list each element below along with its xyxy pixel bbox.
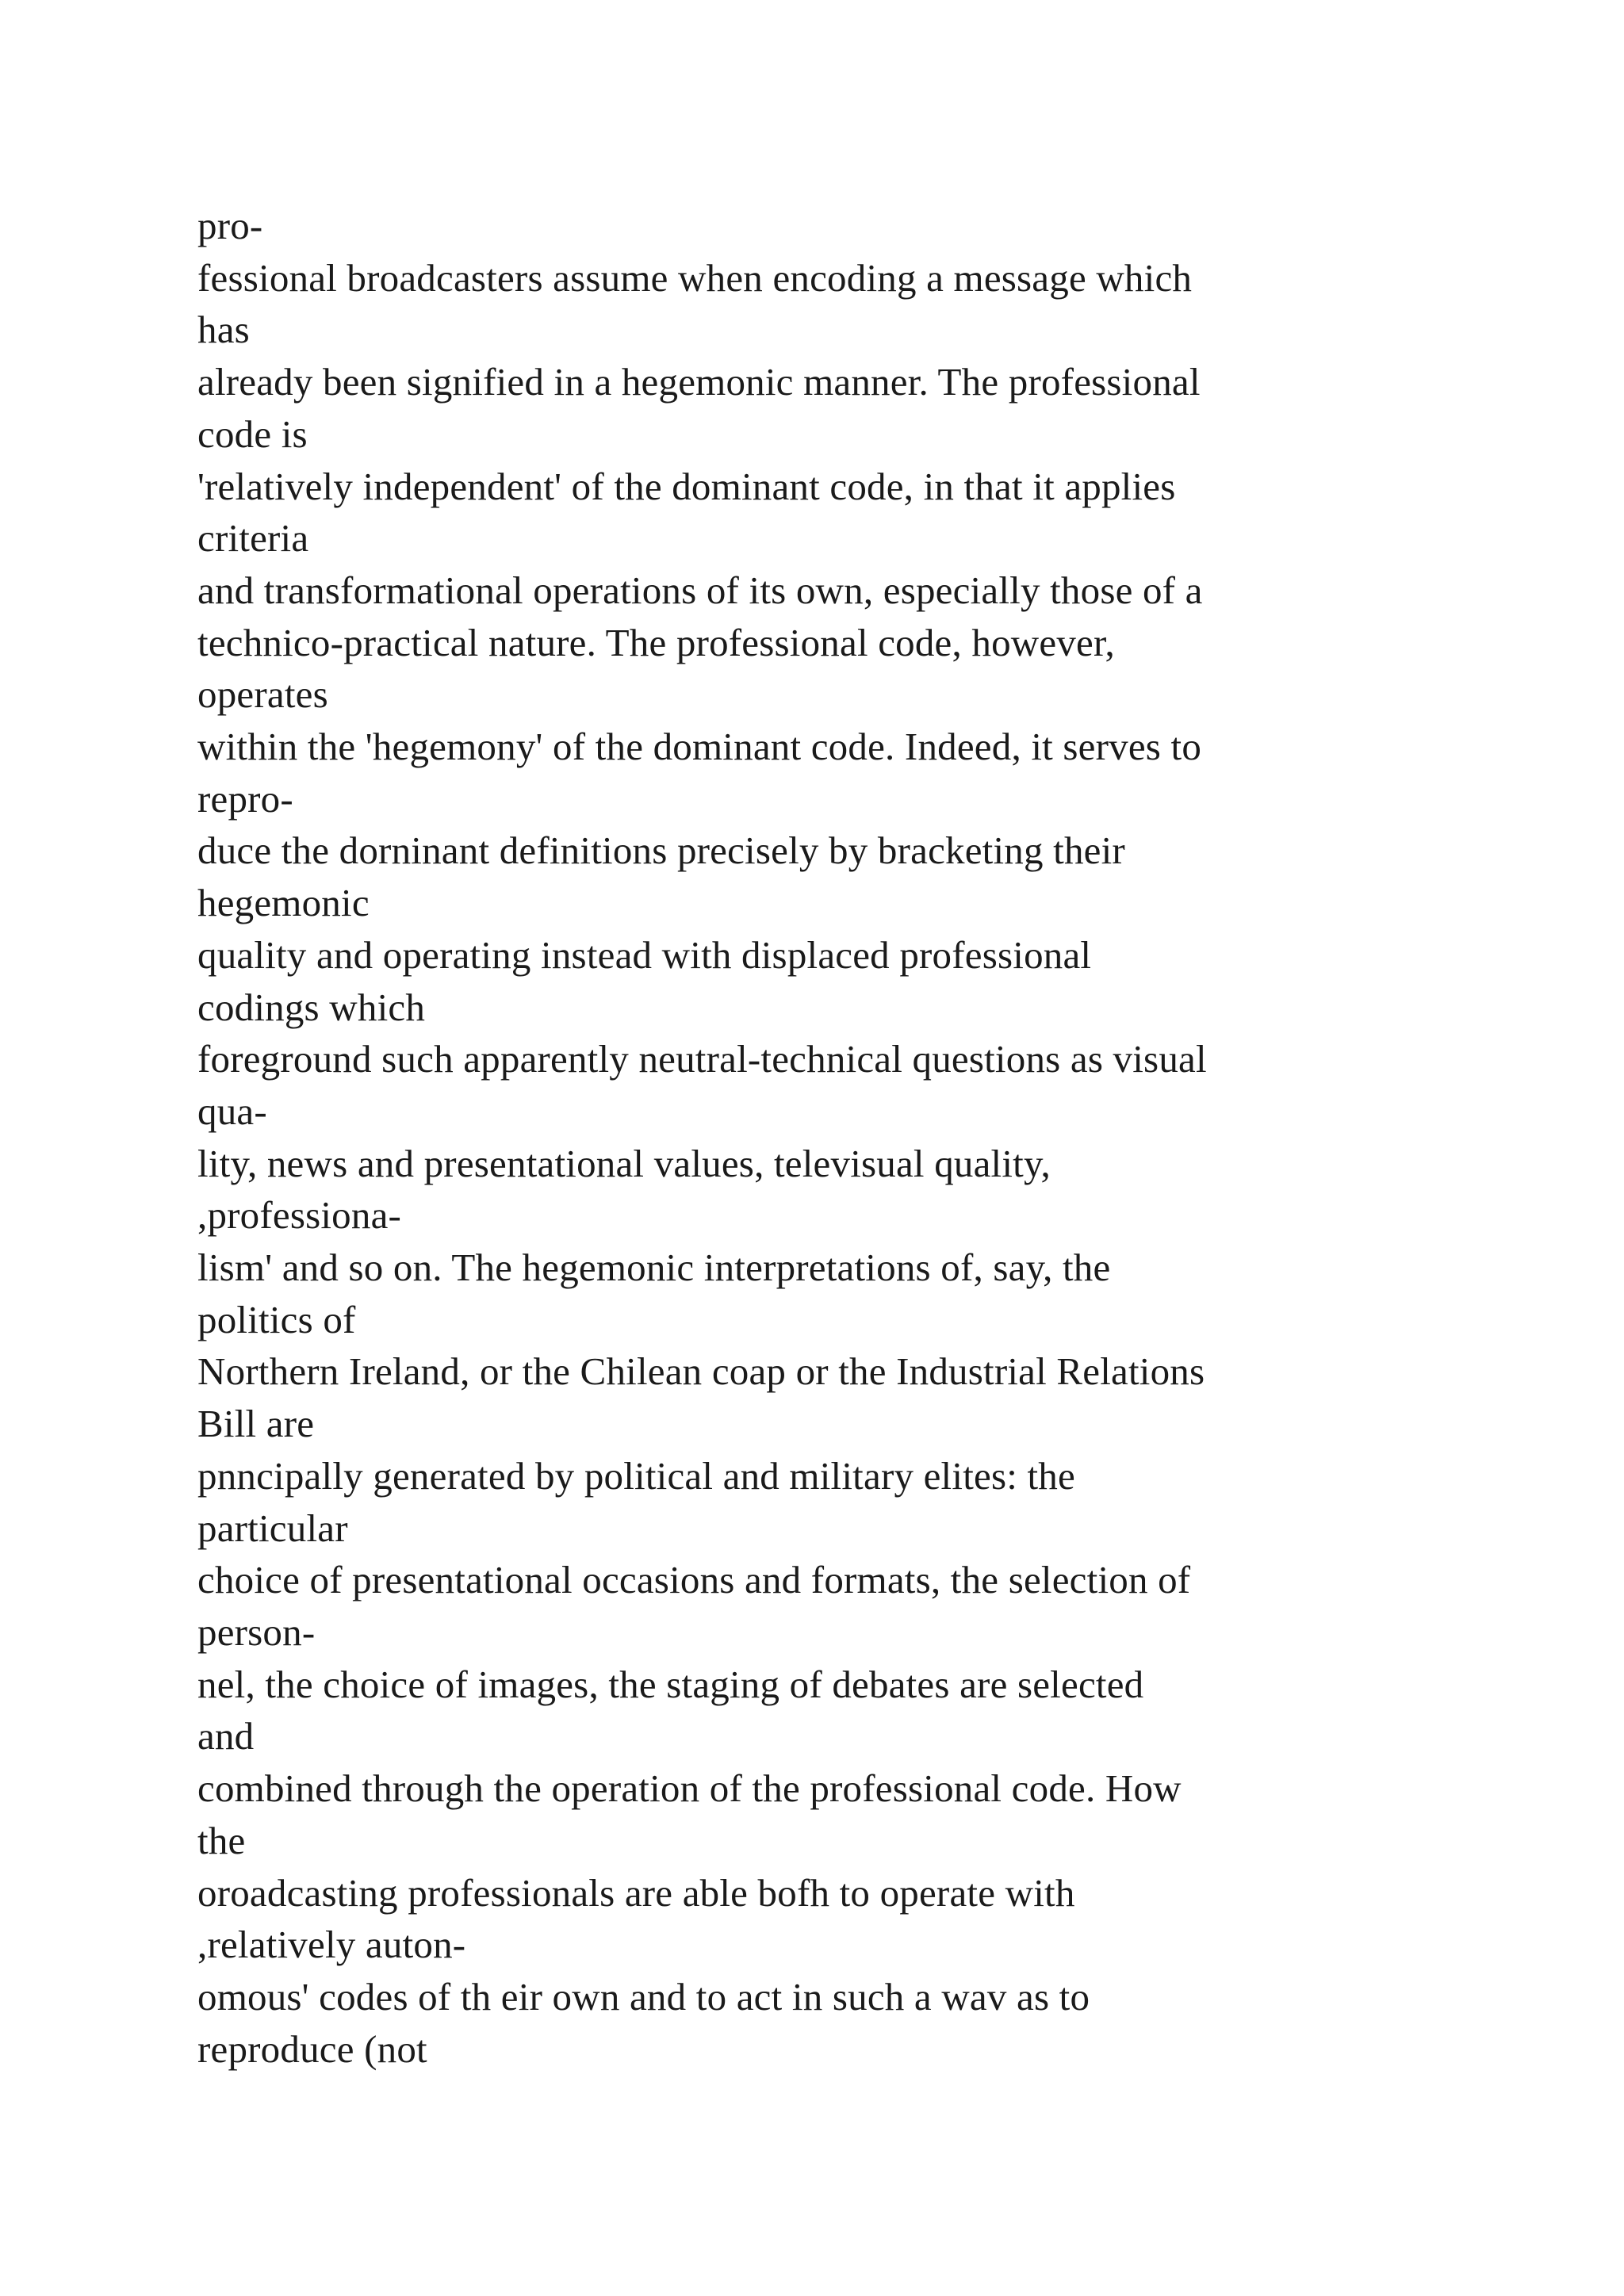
- text-line: duce the dorninant definitions precisely by bracketing their: [197, 828, 1125, 873]
- text-line: omous' codes of th eir own and to act in such a wav as to: [197, 1974, 1090, 2019]
- text-line: quality and operating instead with displaced professional: [197, 932, 1092, 977]
- text-line: ,professiona-: [197, 1193, 402, 1238]
- text-line: pro-: [197, 204, 263, 247]
- text-line: ,relatively auton-: [197, 1923, 466, 1967]
- text-line: choice of presentational occasions and formats, the selection of: [197, 1558, 1191, 1602]
- body-text: [197, 200, 1545, 2075]
- text-line: politics of: [197, 1297, 356, 1341]
- text-line: and: [197, 1714, 255, 1758]
- text-line: criteria: [197, 516, 309, 561]
- text-line: pnncipally generated by political and military elites: the: [197, 1453, 1075, 1498]
- text-line: 'relatively independent' of the dominant code, in that it applies: [197, 464, 1176, 508]
- text-line: nel, the choice of images, the staging of debates are selected: [197, 1662, 1144, 1706]
- text-line: repro-: [197, 776, 293, 821]
- text-line: has: [197, 308, 250, 352]
- text-line: already been signified in a hegemonic manner. The professional: [197, 360, 1201, 404]
- text-line: code is: [197, 411, 308, 456]
- text-line: lism' and so on. The hegemonic interpretations of, say, the: [197, 1246, 1111, 1290]
- text-line: operates: [197, 672, 328, 717]
- text-line: person-: [197, 1609, 316, 1654]
- text-line: reproduce (not: [197, 2026, 427, 2071]
- text-line: oroadcasting professionals are able bofh to operate with: [197, 1870, 1075, 1915]
- text-line: Northern Ireland, or the Chilean coap or the Industrial Relations: [197, 1349, 1205, 1394]
- text-line: combined through the operation of the professional code. How: [197, 1766, 1182, 1811]
- text-line: qua-: [197, 1089, 267, 1133]
- text-line: foreground such apparently neutral-technical questions as visual: [197, 1037, 1207, 1081]
- text-line: hegemonic: [197, 881, 370, 925]
- text-line: lity, news and presentational values, televisual quality,: [197, 1141, 1051, 1185]
- text-line: codings which: [197, 985, 426, 1029]
- text-line: technico-practical nature. The professional code, however,: [197, 620, 1115, 664]
- text-line: within the 'hegemony' of the dominant code. Indeed, it serves to: [197, 725, 1202, 769]
- text-line: fessional broadcasters assume when encoding a message which: [197, 255, 1193, 300]
- text-line: Bill are: [197, 1402, 315, 1446]
- text-line: particular: [197, 1506, 348, 1550]
- text-line: the: [197, 1818, 246, 1862]
- text-line: and transformational operations of its own, especially those of a: [197, 568, 1203, 612]
